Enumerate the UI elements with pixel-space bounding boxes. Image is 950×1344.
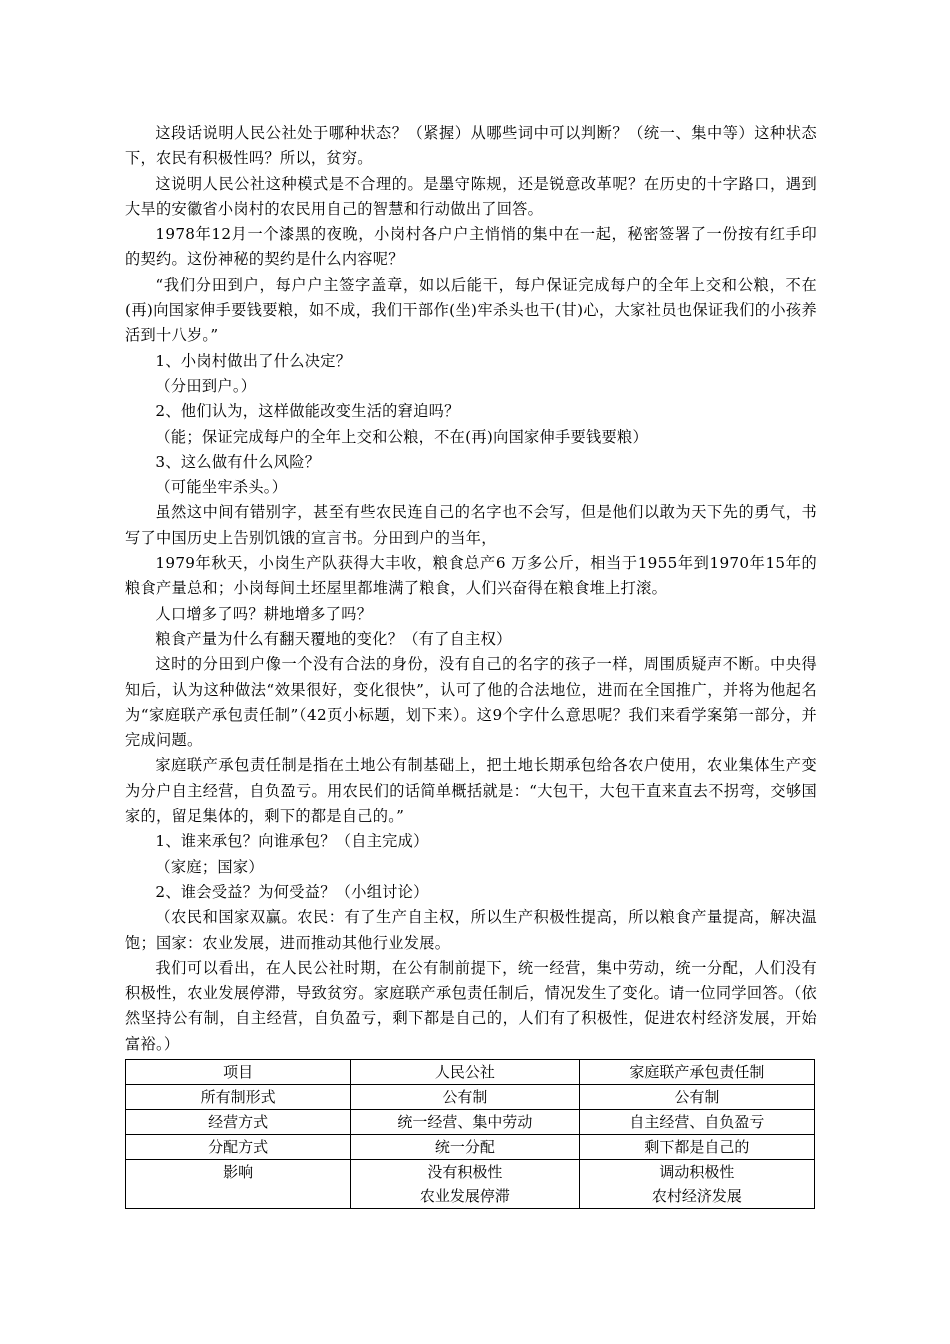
table-cell-commune: 统一分配 xyxy=(351,1134,579,1159)
table-row xyxy=(126,1134,815,1159)
cell-line: 没有积极性 xyxy=(427,1162,503,1181)
question: 2、他们认为，这样做能改变生活的窘迫吗？ xyxy=(155,402,460,421)
cell-line: 调动积极性 xyxy=(659,1162,735,1181)
table-row xyxy=(126,1109,815,1134)
table-cell-household xyxy=(579,1159,814,1208)
question: 1、小岗村做出了什么决定？ xyxy=(155,351,352,370)
table-cell-item: 影响 xyxy=(126,1159,351,1208)
answer: （能；保证完成每户的全年上交和公粮，不在(再)向国家伸手要钱要粮） xyxy=(155,427,648,446)
table-cell-commune xyxy=(351,1159,579,1208)
contract-quote: “我们分田到户，每户户主签字盖章，如以后能干，每户保证完成每户的全年上交和公粮，不在(再)向国家伸手要钱要粮，如不成，我们干部作(坐)牢杀头也干(甘)心，大家社员也保证我们的小孩养活到十八岁。” xyxy=(125,275,817,345)
table-cell-commune: 公有制 xyxy=(351,1084,579,1109)
answer: （分田到户。） xyxy=(155,376,257,395)
question: 2、谁会受益？为何受益？（小组讨论） xyxy=(155,882,429,901)
paragraph: 家庭联产承包责任制是指在土地公有制基础上，把土地长期承包给各农户使用，农业集体生产变为分户自主经营，自负盈亏。用农民们的话简单概括就是：“大包干，大包干直来直去不拐弯，交够国家的，留足集体的，剩下的都是自己的。” xyxy=(125,756,817,826)
table-header-cell: 项目 xyxy=(126,1059,351,1084)
table-header-cell: 家庭联产承包责任制 xyxy=(579,1059,814,1084)
question: 粮食产量为什么有翻天覆地的变化？（有了自主权） xyxy=(155,629,512,648)
paragraph: 我们可以看出，在人民公社时期，在公有制前提下，统一经营，集中劳动，统一分配，人们没有积极性，农业发展停滞，导致贫穷。家庭联产承包责任制后，情况发生了变化。请一位同学回答。（依然坚持公有制，自主经营，自负盈亏，剩下都是自己的，人们有了积极性，促进农村经济发展，开始富裕。） xyxy=(125,958,817,1053)
comparison-table xyxy=(125,1059,815,1209)
question: 3、这么做有什么风险？ xyxy=(155,452,321,471)
answer: （农民和国家双赢。农民：有了生产自主权，所以生产积极性提高，所以粮食产量提高，解决温饱；国家：农业发展，进而推动其他行业发展。 xyxy=(125,908,817,952)
paragraph: 这段话说明人民公社处于哪种状态？（紧握）从哪些词中可以判断？（统一、集中等）这种状态下，农民有积极性吗？所以，贫穷。 xyxy=(125,124,817,168)
question: 人口增多了吗？耕地增多了吗？ xyxy=(155,604,373,623)
answer: （可能坐牢杀头。） xyxy=(155,478,288,497)
table-cell-item: 分配方式 xyxy=(126,1134,351,1159)
table-cell-household: 公有制 xyxy=(579,1084,814,1109)
question: 1、谁来承包？向谁承包？（自主完成） xyxy=(155,832,429,851)
cell-line: 农业发展停滞 xyxy=(419,1186,510,1205)
table-cell-item: 经营方式 xyxy=(126,1109,351,1134)
table-row-impact xyxy=(126,1159,815,1208)
paragraph: 这说明人民公社这种模式是不合理的。是墨守陈规，还是锐意改革呢？在历史的十字路口，遇到大旱的安徽省小岗村的农民用自己的智慧和行动做出了回答。 xyxy=(125,174,817,218)
table-cell-item: 所有制形式 xyxy=(126,1084,351,1109)
table-cell-household: 剩下都是自己的 xyxy=(579,1134,814,1159)
table-cell-commune: 统一经营、集中劳动 xyxy=(351,1109,579,1134)
document-page xyxy=(125,121,817,1209)
cell-line: 农村经济发展 xyxy=(651,1186,742,1205)
table-cell-household: 自主经营、自负盈亏 xyxy=(579,1109,814,1134)
table-row xyxy=(126,1084,815,1109)
paragraph: 1979年秋天，小岗生产队获得大丰收，粮食总产6 万多公斤，相当于1955年到1970年15年的粮食产量总和；小岗每间土坯屋里都堆满了粮食，人们兴奋得在粮食堆上打滚。 xyxy=(125,554,817,598)
table-header-row xyxy=(126,1059,815,1084)
answer: （家庭；国家） xyxy=(155,857,264,876)
table-header-cell: 人民公社 xyxy=(351,1059,579,1084)
paragraph: 1978年12月一个漆黑的夜晚，小岗村各户户主悄悄的集中在一起，秘密签署了一份按有红手印的契约。这份神秘的契约是什么内容呢？ xyxy=(125,225,817,269)
paragraph: 虽然这中间有错别字，甚至有些农民连自己的名字也不会写，但是他们以敢为天下先的勇气，书写了中国历史上告别饥饿的宣言书。分田到户的当年， xyxy=(125,503,817,547)
paragraph: 这时的分田到户像一个没有合法的身份，没有自己的名字的孩子一样，周围质疑声不断。中央得知后，认为这种做法“效果很好，变化很快”，认可了他的合法地位，进而在全国推广，并将为他起名为“家庭联产承包责任制”（42页小标题，划下来）。这9个字什么意思呢？我们来看学案第一部分，并完成问题。 xyxy=(125,655,817,750)
